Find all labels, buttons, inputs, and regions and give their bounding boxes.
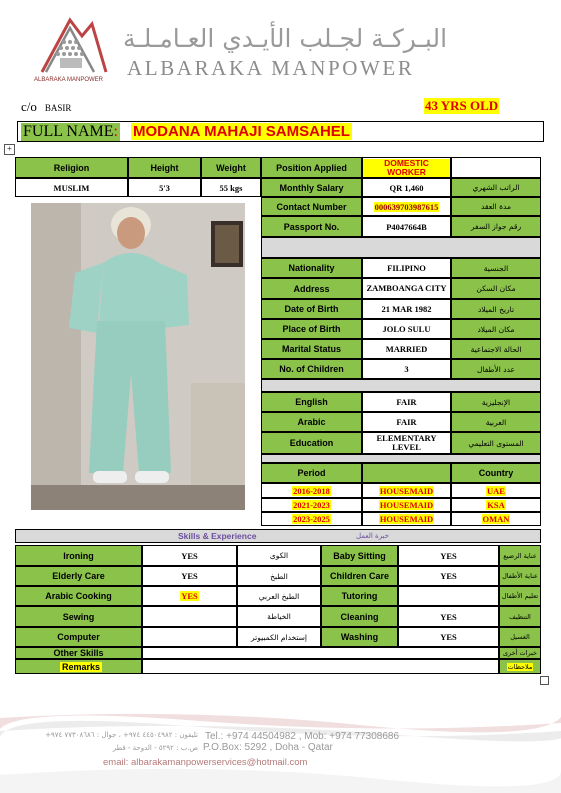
contact-value-cell <box>362 197 451 216</box>
exp-country-cell <box>451 512 541 526</box>
exp-country: UAE <box>487 485 505 496</box>
full-name-row <box>17 121 544 142</box>
pob-label: Place of Birth <box>261 319 362 339</box>
salary-label-ar: الراتب الشهري <box>451 178 541 197</box>
skill-value <box>142 606 237 627</box>
english-label: English <box>261 392 362 412</box>
spacer-row <box>261 454 541 463</box>
exp-job: HOUSEMAID <box>379 500 434 510</box>
table-resize-handle-icon[interactable] <box>540 676 549 685</box>
applicant-photo <box>31 203 245 510</box>
care-of <box>21 99 71 115</box>
exp-job-cell <box>362 483 451 498</box>
skill-label-ar: الغسيل <box>499 627 541 647</box>
skill-value: YES <box>181 591 198 601</box>
footer-pobox: P.O.Box: 5292 , Doha - Qatar <box>203 742 333 753</box>
pob-value: JOLO SULU <box>362 319 451 339</box>
brand-name-arabic: البـركـة لجـلب الأيـدي العـامـلـة <box>123 24 448 53</box>
skill-label: Washing <box>321 627 398 647</box>
skill-label: Baby Sitting <box>321 545 398 566</box>
skill-label: Ironing <box>15 545 142 566</box>
skill-label-ar: الطبخ <box>237 566 321 586</box>
skill-value: YES <box>398 606 499 627</box>
remarks-label-cell <box>15 659 142 674</box>
other-skills-value <box>142 647 499 659</box>
dob-label: Date of Birth <box>261 299 362 319</box>
period-header: Period <box>261 463 362 483</box>
skill-label: Elderly Care <box>15 566 142 586</box>
exp-job-cell <box>362 498 451 512</box>
marital-value: MARRIED <box>362 339 451 359</box>
full-name-label-wrap <box>21 123 120 141</box>
skill-value: YES <box>398 627 499 647</box>
dob-label-ar: تاريخ الميلاد <box>451 299 541 319</box>
english-label-ar: الإنجليزية <box>451 392 541 412</box>
education-label: Education <box>261 432 362 454</box>
arabic-value: FAIR <box>362 412 451 432</box>
nationality-value: FILIPINO <box>362 258 451 278</box>
skill-value: YES <box>398 566 499 586</box>
table-move-handle-icon[interactable]: + <box>4 144 15 155</box>
care-of-name: BASIR <box>44 103 72 113</box>
empty-cell <box>451 157 541 178</box>
position-value-cell <box>362 157 451 178</box>
spacer-row <box>261 237 541 258</box>
address-value: ZAMBOANGA CITY <box>362 278 451 299</box>
education-label-ar: المستوى التعليمي <box>451 432 541 454</box>
care-of-label: c/o <box>21 99 37 114</box>
dob-value: 21 MAR 1982 <box>362 299 451 319</box>
company-logo <box>36 14 110 78</box>
logo-caption: ALBARAKA MANPOWER <box>34 77 104 83</box>
footer-email[interactable]: email: albarakamanpowerservices@hotmail.com <box>103 757 308 768</box>
salary-value: QR 1,460 <box>362 178 451 197</box>
skill-value-cell <box>142 586 237 606</box>
full-name-colon: : <box>113 123 118 140</box>
other-skills-label: Other Skills <box>15 647 142 659</box>
footer-wave <box>0 713 561 793</box>
education-value: ELEMENTARY LEVEL <box>362 432 451 454</box>
english-value: FAIR <box>362 392 451 412</box>
skill-label-ar: عناية الرضيع <box>499 545 541 566</box>
skill-label-ar: الخياطة <box>237 606 321 627</box>
skill-label-ar: إستخدام الكمبيوتر <box>237 627 321 647</box>
skill-value <box>398 586 499 606</box>
position-value: DOMESTIC WORKER <box>363 159 450 177</box>
skill-label-ar: الكوى <box>237 545 321 566</box>
skill-label: Cleaning <box>321 606 398 627</box>
passport-value: P4047664B <box>362 216 451 237</box>
arabic-label-ar: العربية <box>451 412 541 432</box>
religion-value: MUSLIM <box>15 178 128 197</box>
exp-period: 2021-2023 <box>293 500 330 510</box>
skills-title-ar: خبرة العمل <box>356 532 389 540</box>
pob-label-ar: مكان الميلاد <box>451 319 541 339</box>
exp-country: KSA <box>487 500 505 510</box>
exp-period-cell <box>261 512 362 526</box>
arabic-label: Arabic <box>261 412 362 432</box>
skill-label: Computer <box>15 627 142 647</box>
exp-period: 2016-2018 <box>293 485 330 496</box>
full-name-value: MODANA MAHAJI SAMSAHEL <box>133 123 350 140</box>
passport-label-ar: رقم جواز السفر <box>451 216 541 237</box>
skill-label: Tutoring <box>321 586 398 606</box>
footer-pobox-ar: ص.ب : ٥٢٩٢ - الدوحة - قطر <box>112 744 198 752</box>
other-skills-label-ar: خبرات أخرى <box>499 647 541 659</box>
religion-label: Religion <box>15 157 128 178</box>
salary-label: Monthly Salary <box>261 178 362 197</box>
country-header: Country <box>451 463 541 483</box>
exp-period: 2023-2025 <box>293 514 330 524</box>
weight-value: 55 kgs <box>201 178 261 197</box>
contact-label: Contact Number <box>261 197 362 216</box>
full-name-label: FULL NAME <box>23 123 114 140</box>
age-badge: 43 YRS OLD <box>425 98 499 113</box>
exp-job: HOUSEMAID <box>379 514 434 524</box>
marital-label: Marital Status <box>261 339 362 359</box>
exp-period-cell <box>261 483 362 498</box>
remarks-label-ar: ملاحظات <box>507 662 533 671</box>
address-label-ar: مكان السكن <box>451 278 541 299</box>
skill-value: YES <box>142 545 237 566</box>
exp-job-cell <box>362 512 451 526</box>
exp-job: HOUSEMAID <box>379 485 434 496</box>
brand-name-english: ALBARAKA MANPOWER <box>127 56 415 80</box>
skill-label: Sewing <box>15 606 142 627</box>
exp-country: OMAN <box>482 514 510 524</box>
children-label: No. of Children <box>261 359 362 379</box>
skills-header <box>15 529 541 543</box>
skill-value <box>142 627 237 647</box>
skill-label-ar: عناية الأطفال <box>499 566 541 586</box>
passport-label: Passport No. <box>261 216 362 237</box>
position-label: Position Applied <box>261 157 362 178</box>
skills-title: Skills & Experience <box>178 531 257 541</box>
contact-value: 000639703987615 <box>374 201 439 212</box>
footer-phone-ar: تليفون : ٤٤٥٠٤٩٨٢ ٩٧٤+ ، جوال : ٧٧٣٠٨٦٨٦ ٩٧٤+ <box>45 731 198 739</box>
children-value: 3 <box>362 359 451 379</box>
exp-period-cell <box>261 498 362 512</box>
marital-label-ar: الحالة الاجتماعية <box>451 339 541 359</box>
footer-phone: Tel.: +974 44504982 , Mob: +974 77308686 <box>205 731 400 742</box>
skill-label-ar: التنظيف <box>499 606 541 627</box>
remarks-value <box>142 659 499 674</box>
contact-label-ar: مدة العقد <box>451 197 541 216</box>
nationality-label-ar: الجنسية <box>451 258 541 278</box>
skill-value: YES <box>398 545 499 566</box>
remarks-label: Remarks <box>62 661 101 672</box>
children-label-ar: عدد الأطفال <box>451 359 541 379</box>
job-header <box>362 463 451 483</box>
weight-label: Weight <box>201 157 261 178</box>
address-label: Address <box>261 278 362 299</box>
exp-country-cell <box>451 483 541 498</box>
skill-value: YES <box>142 566 237 586</box>
skill-label-ar: الطبخ العربي <box>237 586 321 606</box>
skill-label-ar: تعليم الأطفال <box>499 586 541 606</box>
nationality-label: Nationality <box>261 258 362 278</box>
skill-label: Children Care <box>321 566 398 586</box>
height-label: Height <box>128 157 201 178</box>
height-value: 5'3 <box>128 178 201 197</box>
exp-country-cell <box>451 498 541 512</box>
spacer-row <box>261 379 541 392</box>
skill-label: Arabic Cooking <box>15 586 142 606</box>
remarks-label-ar-cell <box>499 659 541 674</box>
